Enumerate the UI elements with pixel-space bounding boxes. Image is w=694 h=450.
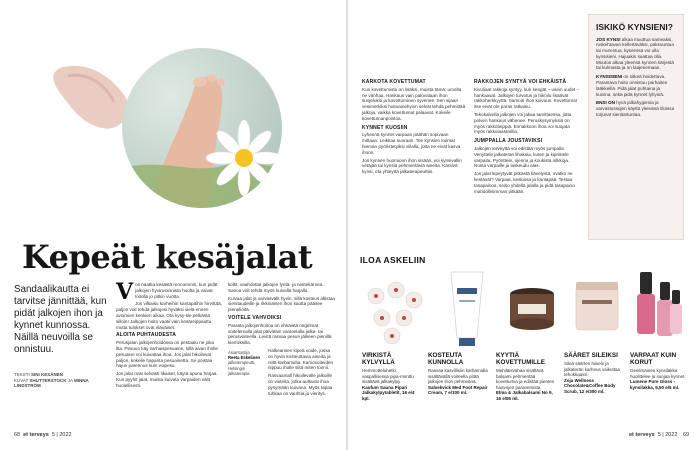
product-caption bbox=[496, 352, 556, 402]
subheading-puhtaudesta: ALOITA PUHTAUDESTA bbox=[116, 332, 177, 339]
article-headline: Kepeät kesäjalat bbox=[22, 238, 313, 276]
kynnet-paragraph: Lyhennä kynnet varpaan päähän sopivaan mittaan. Leikkaa suoraan. Tee kynsien kulmat hieman pyöristetyiksi viilalla, jotta ne eivät kasva ihoon. bbox=[362, 132, 461, 155]
product-desc: Sileä säärten hiiselv ja jalkaterän karheus vaikuttaa tehokkaasti. bbox=[564, 361, 621, 378]
page-number: 69 bbox=[683, 432, 690, 438]
sidebar-text: alkaa muuttua sameaksi, ruskehtavan kellertäväksi, paksuuntua tai murentua, kyseessä voi olla kynsisieni. Hajuakin saattaa olla. Muutos alkaa yleensä kynnen kärjestä tai kulmasta ja on laajenemaan. bbox=[596, 36, 674, 71]
feet-photo bbox=[122, 48, 282, 208]
product-caption bbox=[362, 352, 422, 402]
issue-number: 5 | 2022 bbox=[51, 432, 72, 438]
product-source: Zoja Wellness Chocolate&Coffee Body Scrub, 12 e/300 ml. bbox=[564, 377, 616, 394]
heading-rakkojen: RAKKOJEN SYNTYÄ VOI EHKÄISTÄ bbox=[474, 79, 567, 85]
section-rakkojen bbox=[474, 80, 580, 194]
column1-paragraph: Jos jalat ovat selvästi likaiset, käytä apuna harjaa. Kun pyyhit jalat, muista kuivata varpaiden välit huolellisesti. bbox=[116, 371, 218, 388]
product-caption bbox=[428, 352, 488, 396]
magazine-name: et terveys bbox=[23, 432, 49, 438]
heading-kynnet: KYNNET KUOSIIN bbox=[362, 124, 408, 131]
issue-number: 5 | 2022 bbox=[657, 432, 678, 438]
product-desc: Mehiläisvahaa sisältävä balsami pehmentää kovettumia ja edistää pienten haavojen paranemista. bbox=[496, 368, 555, 390]
credit-and: JA bbox=[67, 377, 73, 383]
expert-role: jalkaterapeutti, Helsingin jalkaterapia bbox=[228, 360, 256, 376]
sidebar-lead: KYNSISIENI bbox=[596, 74, 623, 80]
product-caption bbox=[564, 352, 624, 395]
article-lead: Sandaalikautta ei tarvitse jännittää, kun pidät jalkojen ihon ja kynnet kunnossa. Näillä neuvoilla se onnistuu. bbox=[14, 284, 107, 355]
column2-paragraph: Kuivaa jalat ja varvasvälit hyvin, sillä kosteus altistaa sienitaudeille ja rikkinäisen ihon kautta pääsee pieneliöitä. bbox=[228, 295, 335, 313]
product-desc: Geelimäinen kynsilakka huolittelee ja suojaa kynnet. bbox=[630, 368, 686, 379]
sidebar-lead: ENSI ON bbox=[596, 100, 615, 106]
karkota-paragraph: Kun kovettumista on lisäksi, muista tämä: umolta ne vanhaa. Hankaus vain palovataan ihon suojeluksi ja kovettuminen syvenee. Sen sijaan vesimerkiksi hoitoainehyvin selvät tehdä pehmittää jalkoja, vaikka kovettumat palaavat. Kokeile kovettumanpoistoa. bbox=[362, 86, 466, 121]
credit-text-label: TEKSTI bbox=[14, 372, 30, 377]
rakkojen-paragraph: Kivuliaat rakkoja syntyy, kun kengät – usein uudet – hankaavat. Jalkojen turvotus ja hikoilu lisäävät rakkoherkkyyttä. Samoin ihon kuivuus. Kovettumat itse eivät ole paras ratkaisu. bbox=[474, 86, 580, 110]
bath-tablets-image bbox=[360, 268, 430, 350]
product-source: Kaufum Sauna Pipari Jalkakylpytabletit, 16 e/4 kpl. bbox=[362, 384, 415, 401]
expert-box bbox=[228, 350, 264, 376]
column2-paragraph: koltit, vaahdottat jalkojen lyntä- ja nestekärnea. Sanoa voit tehdä myös kuivalla harjalla. bbox=[228, 282, 324, 293]
sidebar-lead: JOS KYNSI bbox=[596, 36, 621, 42]
balm-jar-image bbox=[500, 268, 564, 350]
sidebar-box bbox=[588, 14, 684, 240]
sidebar-text: on sitkeä hoidettava. Parantava hoito onnistuu parhaiten lääkkeillä. Pidä jalat puhtaina ja kuivina, sekä pidä kynnet lyhyinä. bbox=[596, 74, 668, 97]
sidebar-paragraph bbox=[596, 74, 676, 97]
product-source: Salvekvick Med Foot Repair Cream, 7 e/100 ml. bbox=[428, 384, 488, 396]
heading-jumppa: JUMPPALLA JOUSTAVIKSI bbox=[474, 138, 543, 145]
product-source: Lumene Pure Gloss -kynsilakka, 5,50 e/5 ml. bbox=[630, 379, 680, 390]
product-desc: Rasvaa kasvillisiin karbamidia sisältävällä voiteella pitää jalkojen ihon pehmeänä. bbox=[428, 368, 488, 385]
left-folio bbox=[14, 432, 72, 438]
drop-cap: V bbox=[116, 279, 134, 305]
article-credits bbox=[14, 372, 104, 389]
credit-text-author: SINI KESÄNEN bbox=[31, 372, 64, 377]
product-title: VARPAAT KUIN KORUT bbox=[630, 352, 677, 366]
column1-paragraph: Jos vilkaisu karheihin kantapäihin hirvittää, paljon voit tehdä jalkojesi hyväksi vielä ennen avoimien kenkien aikaa. Ota kysy-sie pelkästä silloin! Jalkojen hoito vaatii vain kesäreippautta mutta tulokset ovat eläväiset. bbox=[116, 301, 222, 330]
rakkojen-paragraph: Tekokalvolla jalkojen voi jakaa tarvittaessa, jotta polven hankaus vähenee. Peruskysymyksiä on myös rakkoteippiä. Ennakkoon ihoa voi suojata myös rakkolaastarilla. bbox=[474, 111, 572, 135]
right-folio bbox=[626, 432, 689, 438]
jumppa-paragraph: Jalkojen terveyttä voi edistää myös jumpalla. Venyttele jalkaterän lihaksia, kuten ja kipristele varpaita. Pyörittele, ojenna ja koukista nilkkoja. Nosta varpaille ja laskeudu alas. bbox=[474, 145, 570, 169]
jumppa-paragraph: Jos jalat kipeytyvät pitkästä kävelystä, ovatko ne kestävät? Varpaat, keskiosa ja kantapää. Testaa tasapainoa, seiso yhdellä jalalla ja pidä tasapaino mahdollisimman pitkään. bbox=[474, 171, 575, 194]
column1-intro: oit naattia kesästä rennommin, kun pidät jalkojen hyvinvoinnista huolta ja vaivat loitolla jo pitkin vuotta. bbox=[135, 282, 218, 299]
magazine-name: et terveys bbox=[629, 432, 655, 438]
sidebar-question: ISKIKÖ KYNSIENI? bbox=[596, 22, 673, 32]
product-source: Elma & Jalkabalsami No 9, 16 e/55 ml. bbox=[496, 390, 553, 401]
subheading-voitele: VOITELE VAHVOIKSI bbox=[228, 314, 282, 321]
kynnet-paragraph: Jos kynnen huomioon ihon sisään, voi kynsivallin vetäjää tai kynsiä pehmentäviä aineita. Kärsivä kynsi, ota yhteyttä jalkaterapeuttiin. bbox=[362, 157, 462, 175]
article-column-1 bbox=[116, 279, 222, 389]
expert-name: Reeta Eskelinen bbox=[228, 355, 261, 361]
body-scrub-jar-image bbox=[568, 268, 626, 350]
column1-paragraph: Perusjalan jalkojenhoidossa on pestaalu ne joka ilta. Pesuun käy varhaispesuaine, sillä aivan iholle pesuaine voi kuivattaa ihoa. Jos jalat hikoilevat paljon, kokeile hapanta pesuainetta. Se poistaa hajun parennus kuin voipesu. bbox=[116, 340, 218, 369]
products-heading: ILOA ASKELIIN bbox=[360, 255, 426, 265]
column2-paragraph: Halkeamien kipeä voide, jossa on hyvin kosteuttavia aineita ja niitä karbamidia. Karvovoiteiden riippuu iholle siitä miten toimii. bbox=[268, 347, 334, 371]
sidebar-paragraph bbox=[596, 37, 676, 72]
product-title: SÄÄRET SILEIKSI bbox=[564, 352, 618, 359]
section-karkota bbox=[362, 80, 466, 175]
expert-label: Asiantuntija bbox=[228, 350, 250, 355]
nail-polish-image bbox=[630, 268, 686, 350]
product-title: VIRKISTÄ KYLVYLLÄ bbox=[362, 352, 395, 366]
product-desc: Hemmotteluhetki vaspallisessa pipa-rminttu sisältävä jalkakylpy. bbox=[362, 368, 414, 385]
page-number: 68 bbox=[14, 432, 21, 438]
heading-karkota: KARKOTA KOVETTUMAT bbox=[362, 79, 426, 85]
sidebar-paragraph bbox=[596, 100, 676, 117]
article-column-2 bbox=[228, 282, 336, 396]
column2-paragraph: Rasvaamall hikoilevalle jalkoille on voiteita, jotka auttavat ihoa pysymään kuivana. Myös tapaa tuhkaa on vauhtia ja vieritys. bbox=[268, 373, 333, 396]
column2-paragraph: Parasta jalkojenhoitoa on ehkäistä ongelmat voitelemalla jalat päivittäin vanteelalla jalka- tai perusvoiteella. Levitä rasvaa pesun jälkeen pienillä kierroksilla. bbox=[228, 322, 332, 346]
credit-photo-label: KUVAT bbox=[14, 377, 29, 383]
sidebar-text: hyvä jalkahygienia ja varvastossujen käyttö yleisissä tiloissa torjuvat sienitartuntaa. bbox=[596, 100, 675, 118]
product-caption bbox=[630, 352, 688, 390]
foot-cream-tube-image bbox=[437, 268, 497, 350]
credit-photo-author: SHUTTERSTOCK bbox=[29, 377, 67, 383]
product-title: KYYTIÄ KOVETTUMILLE bbox=[496, 352, 545, 366]
product-title: KOSTEUTA KUNNOLLA bbox=[428, 352, 464, 366]
credit-photo-author2: MINNA LINDSTRÖM bbox=[14, 377, 89, 389]
